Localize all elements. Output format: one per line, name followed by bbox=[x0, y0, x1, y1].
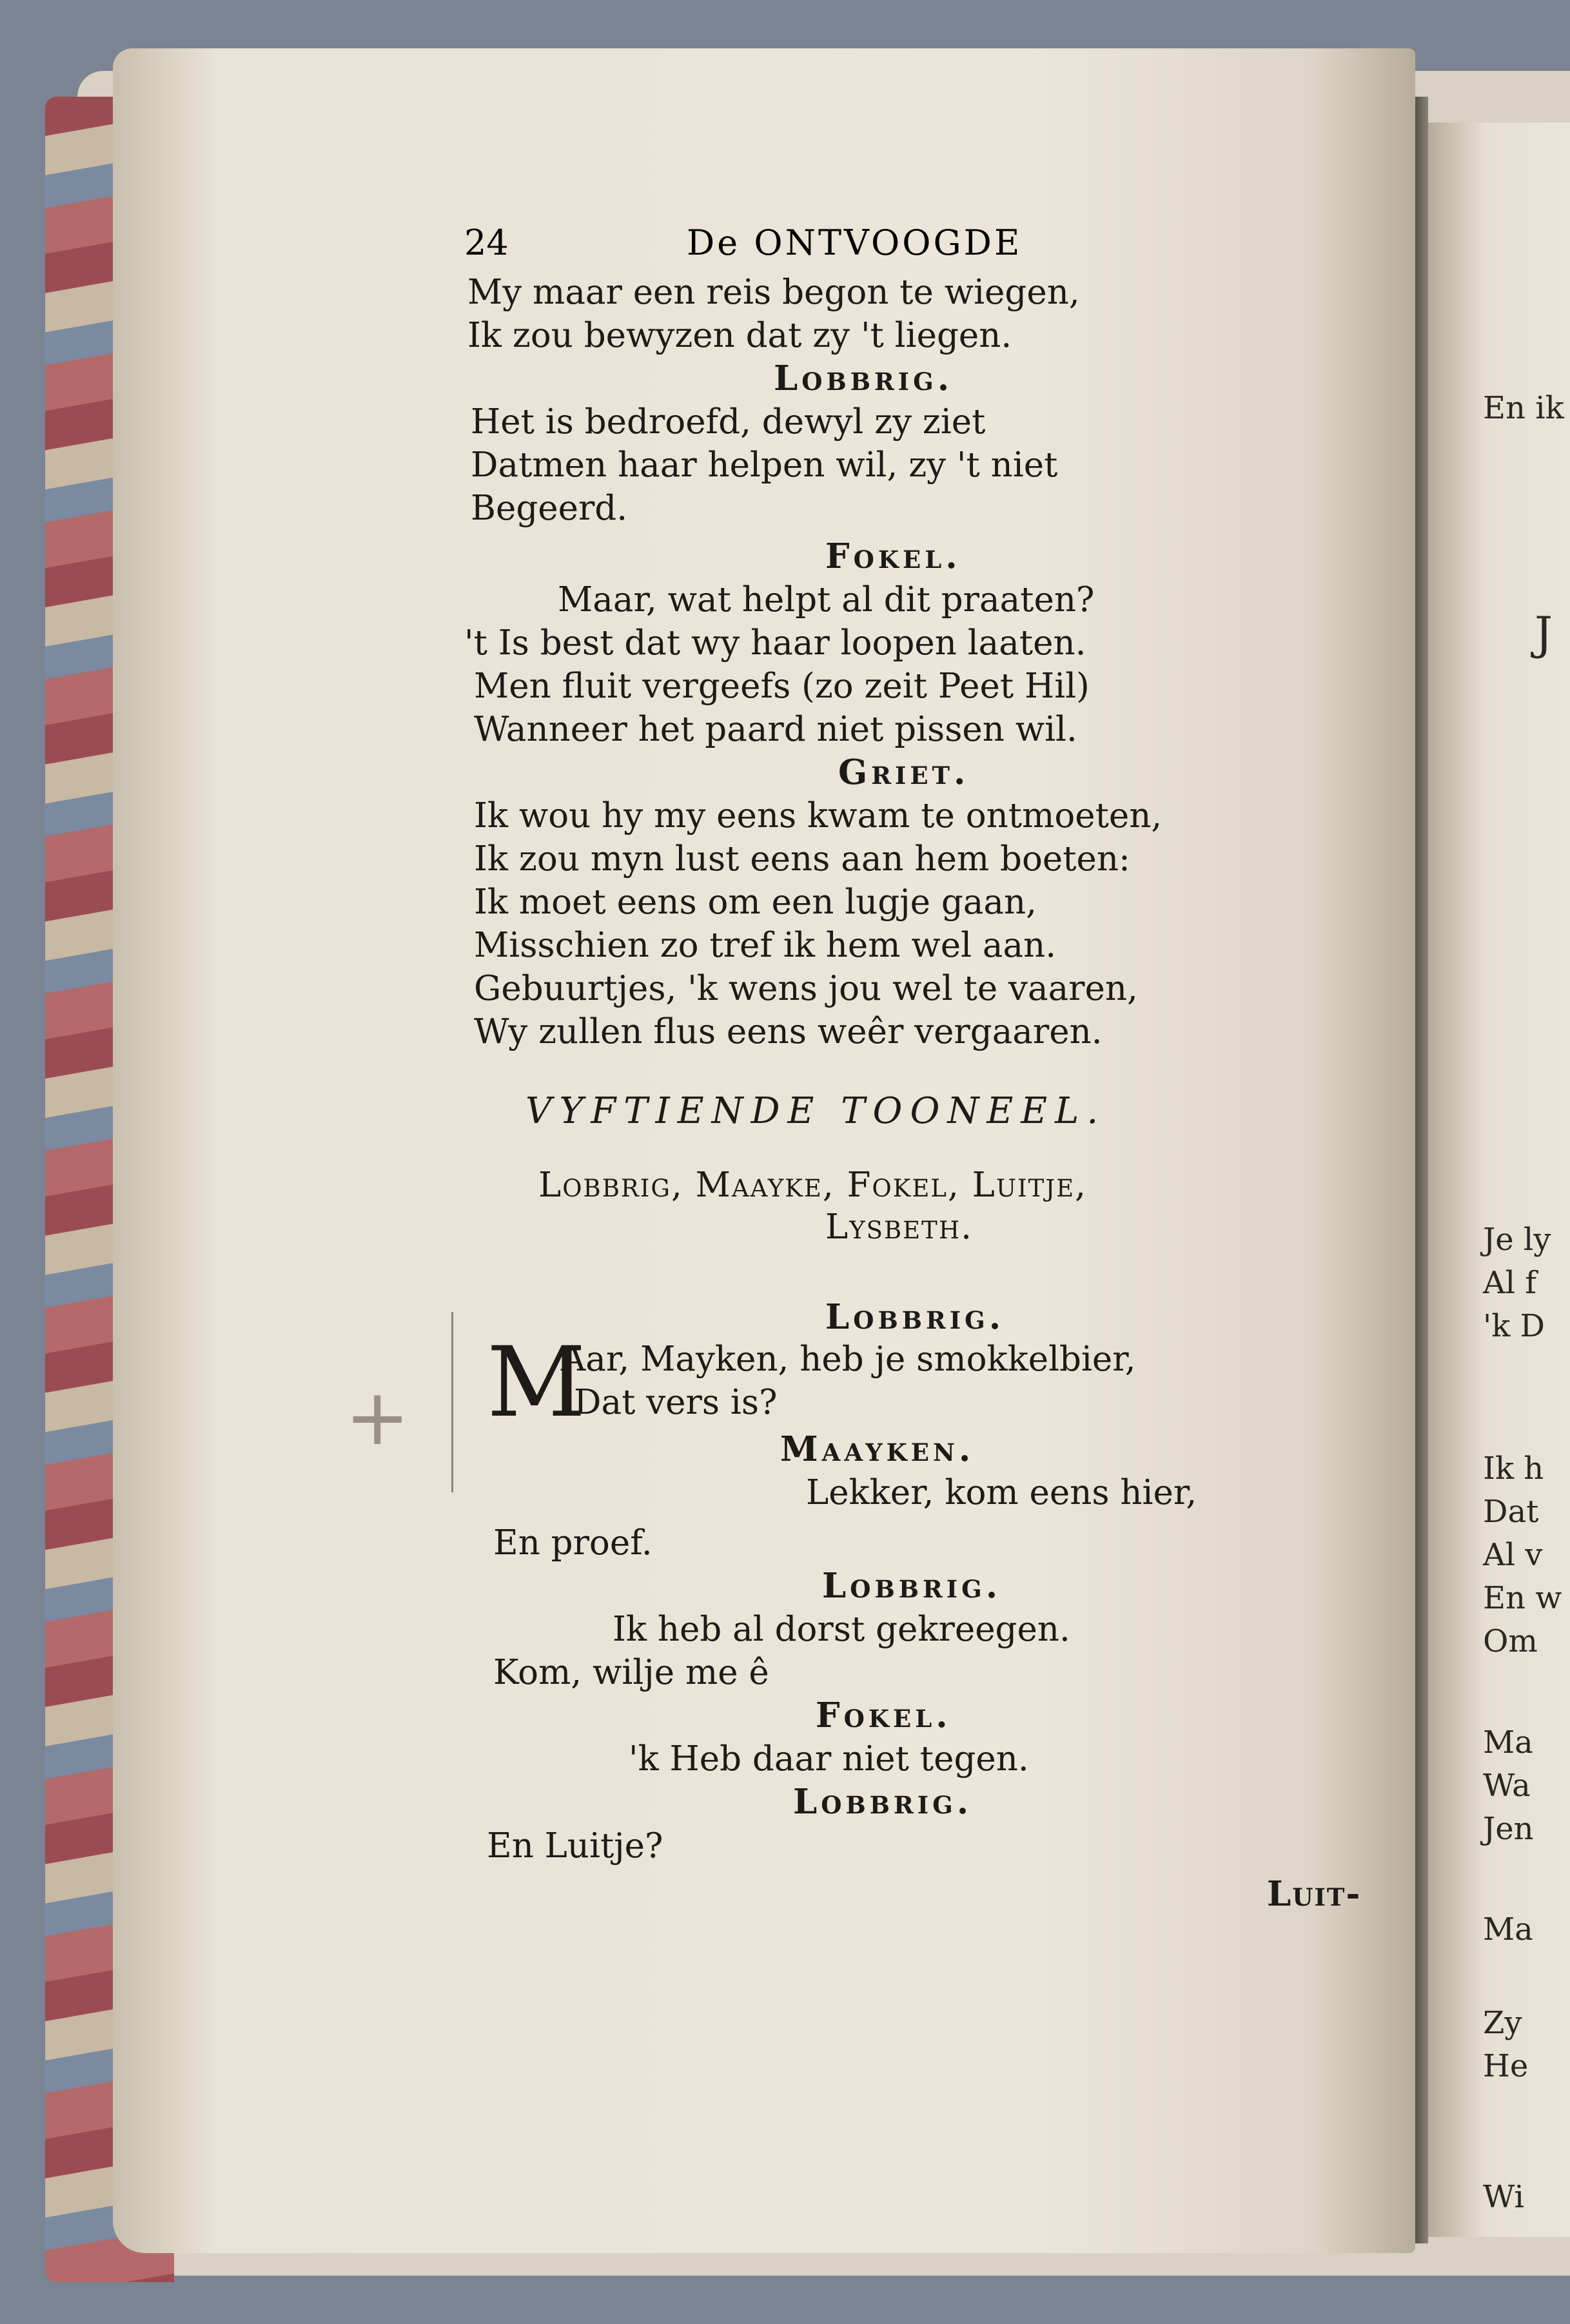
cast-list: Lobbrig, Maayke, Fokel, Luitje, bbox=[538, 1166, 1087, 1205]
running-title: De ONTVOOGDE bbox=[687, 222, 1023, 263]
verse-line: 't Is best dat wy haar loopen laaten. bbox=[464, 623, 1086, 663]
drop-capital: M bbox=[487, 1327, 586, 1439]
verse-line: En proef. bbox=[493, 1523, 653, 1563]
verse-line: Het is bedroefd, dewyl zy ziet bbox=[471, 402, 986, 442]
verse-line: Ik zou myn lust eens aan hem boeten: bbox=[474, 839, 1130, 879]
verse-line: Aar, Mayken, heb je smokkelbier, bbox=[561, 1340, 1136, 1379]
right-fragment: Je ly bbox=[1483, 1222, 1551, 1258]
right-fragment: Dat bbox=[1483, 1494, 1539, 1530]
verse-line: Kom, wilje me ê bbox=[493, 1653, 769, 1692]
right-fragment: En w bbox=[1483, 1580, 1562, 1616]
right-fragment: En ik bbox=[1483, 390, 1564, 426]
right-fragment: Ma bbox=[1483, 1911, 1533, 1948]
verse-line: Men fluit vergeefs (zo zeit Peet Hil) bbox=[474, 667, 1090, 706]
right-fragment: Ma bbox=[1483, 1724, 1533, 1761]
catchword: Luit- bbox=[1267, 1874, 1362, 1914]
verse-line: Dat vers is? bbox=[574, 1383, 778, 1422]
verse-line: Ik moet eens om een lugje gaan, bbox=[474, 883, 1037, 922]
right-fragment: Wi bbox=[1483, 2179, 1524, 2215]
page-number: 24 bbox=[464, 222, 509, 263]
margin-pencil-mark: + bbox=[345, 1373, 410, 1463]
right-fragment: J bbox=[1535, 607, 1553, 660]
verse-line: Datmen haar helpen wil, zy 't niet bbox=[471, 445, 1058, 485]
speaker-name: Maayken. bbox=[780, 1429, 975, 1469]
verse-line: Wy zullen flus eens weêr vergaaren. bbox=[474, 1012, 1103, 1051]
book-gutter bbox=[1415, 97, 1428, 2243]
right-fragment: Al f bbox=[1483, 1265, 1537, 1301]
speaker-name: Lobbrig. bbox=[822, 1566, 1002, 1606]
verse-line: Gebuurtjes, 'k wens jou wel te vaaren, bbox=[474, 969, 1138, 1008]
verse-line: 'k Heb daar niet tegen. bbox=[629, 1739, 1029, 1779]
right-fragment: Wa bbox=[1483, 1768, 1531, 1804]
verse-line: Lekker, kom eens hier, bbox=[806, 1473, 1197, 1512]
speaker-name: Griet. bbox=[838, 752, 970, 792]
speaker-name: Lobbrig. bbox=[793, 1782, 973, 1822]
verse-line: Ik zou bewyzen dat zy 't liegen. bbox=[467, 316, 1012, 355]
right-fragment: Jen bbox=[1483, 1811, 1534, 1847]
right-fragment: Ik h bbox=[1483, 1450, 1544, 1487]
left-page bbox=[113, 48, 1415, 2253]
scene-title: VYFTIENDE TOONEEL. bbox=[525, 1090, 1106, 1132]
cast-list: Lysbeth. bbox=[825, 1207, 973, 1247]
verse-line: My maar een reis begon te wiegen, bbox=[467, 273, 1080, 312]
right-fragment: Al v bbox=[1483, 1537, 1543, 1573]
verse-line: Ik wou hy my eens kwam te ontmoeten, bbox=[474, 796, 1163, 835]
verse-line: Maar, wat helpt al dit praaten? bbox=[558, 580, 1095, 620]
verse-line: En Luitje? bbox=[487, 1826, 663, 1866]
right-fragment: Om bbox=[1483, 1623, 1538, 1659]
page-header bbox=[464, 222, 1148, 268]
right-fragment: Zy bbox=[1483, 2005, 1522, 2041]
margin-pencil-line bbox=[451, 1312, 453, 1492]
verse-line: Ik heb al dorst gekreegen. bbox=[613, 1610, 1070, 1649]
speaker-name: Fokel. bbox=[825, 536, 961, 576]
right-fragment: He bbox=[1483, 2048, 1529, 2084]
verse-line: Wanneer het paard niet pissen wil. bbox=[474, 710, 1077, 749]
verse-line: Misschien zo tref ik hem wel aan. bbox=[474, 926, 1057, 965]
right-fragment: 'k D bbox=[1483, 1308, 1545, 1344]
verse-line: Begeerd. bbox=[471, 489, 628, 528]
speaker-name: Lobbrig. bbox=[774, 358, 954, 398]
speaker-name: Lobbrig. bbox=[825, 1297, 1005, 1337]
speaker-name: Fokel. bbox=[816, 1695, 952, 1735]
